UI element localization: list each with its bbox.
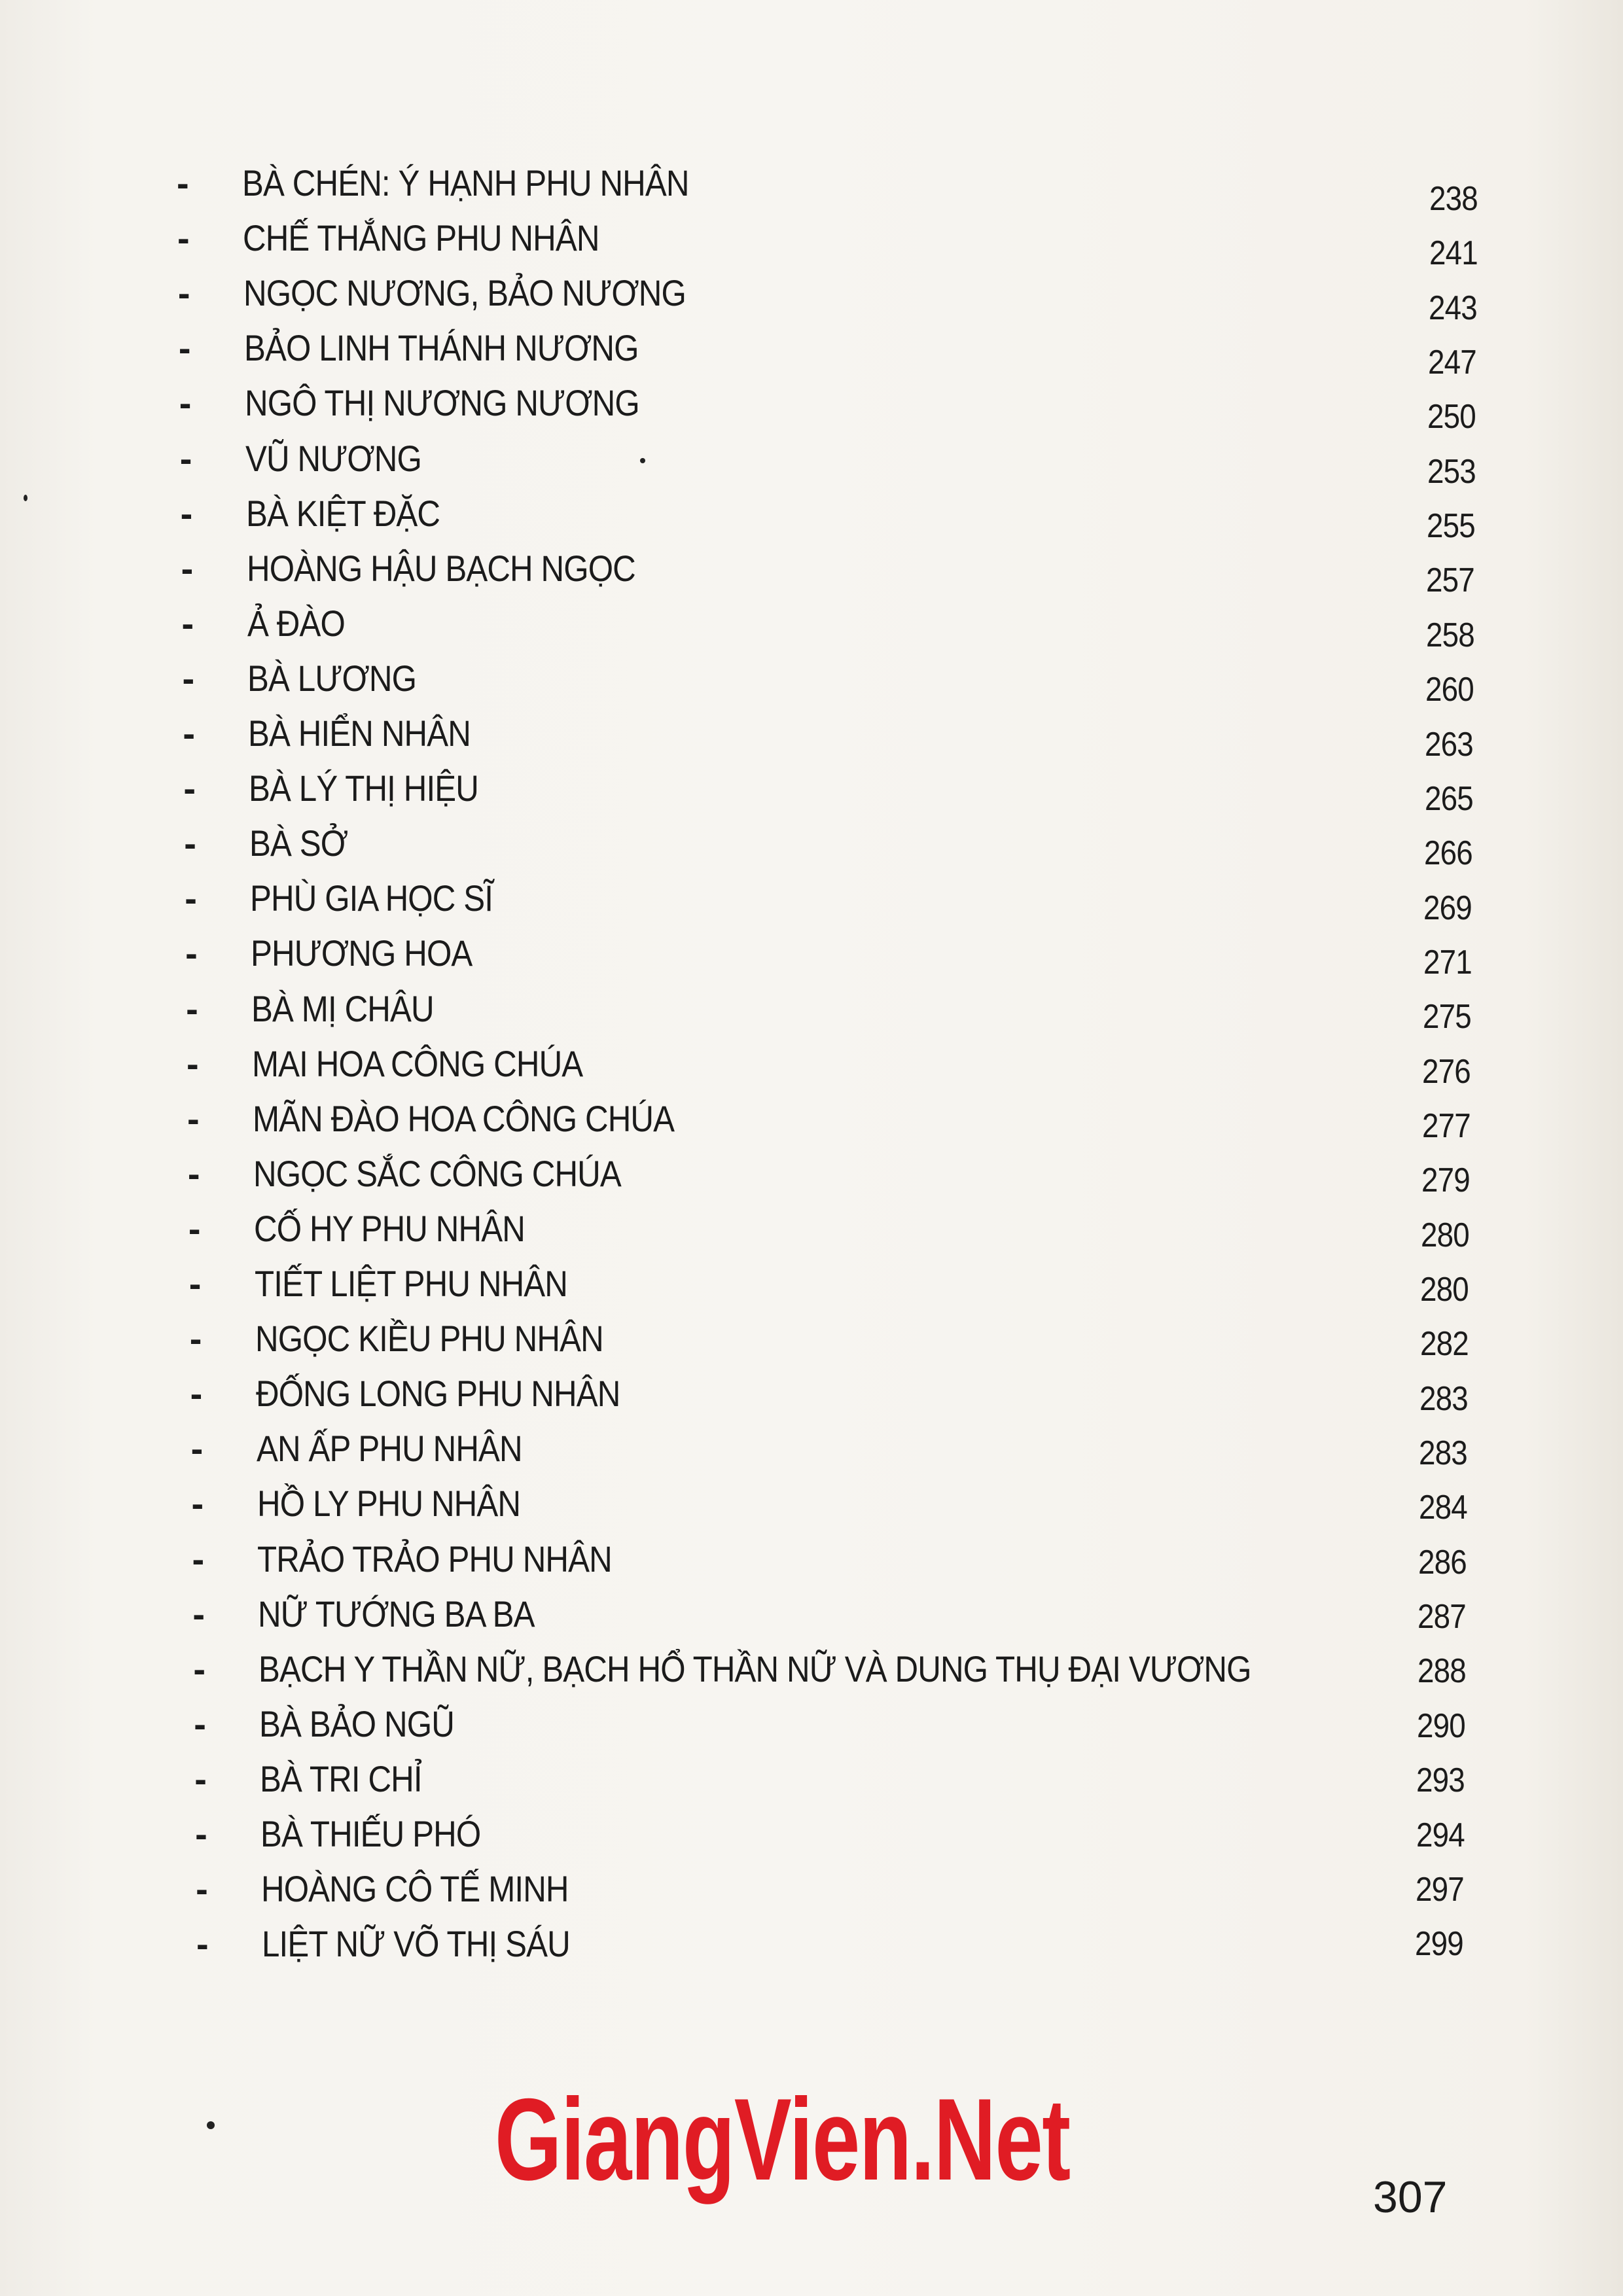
toc-bullet-dash: - <box>192 1538 205 1580</box>
scan-speck <box>207 2121 215 2129</box>
toc-entry-page: 299 <box>1415 1925 1463 1964</box>
toc-entry-page: 275 <box>1422 998 1471 1036</box>
toc-entry-page: 250 <box>1427 398 1476 436</box>
toc-entry <box>179 433 1554 491</box>
toc-bullet-dash: - <box>194 1757 207 1799</box>
toc-bullet-dash: - <box>190 1428 204 1470</box>
toc-entry-page: 263 <box>1425 725 1474 764</box>
toc-entry-title: HOÀNG HẬU BẠCH NGỌC <box>246 547 635 589</box>
toc-entry <box>177 157 1551 218</box>
toc-entry <box>194 1698 1568 1750</box>
toc-entry-page: 286 <box>1418 1543 1467 1581</box>
toc-entry-page: 288 <box>1417 1652 1466 1691</box>
toc-entry-title: AN ẤP PHU NHÂN <box>256 1428 522 1470</box>
toc-bullet-dash: - <box>181 547 194 589</box>
scan-speck <box>640 458 645 463</box>
toc-bullet-dash: - <box>196 1923 209 1965</box>
toc-entry-title: PHÙ GIA HỌC SĨ <box>250 877 493 919</box>
toc-entry-page: 280 <box>1420 1271 1469 1309</box>
toc-entry <box>194 1753 1569 1805</box>
toc-entry-title: Ả ĐÀO <box>247 602 345 644</box>
toc-bullet-dash: - <box>196 1868 208 1910</box>
toc-entry-page: 293 <box>1416 1761 1465 1800</box>
toc-entry-title: BÀ LƯƠNG <box>247 657 417 699</box>
scan-speck <box>24 495 27 501</box>
toc-entry-page: 241 <box>1429 234 1478 273</box>
toc-entry-page: 253 <box>1427 452 1476 491</box>
toc-entry <box>196 1863 1570 1915</box>
toc-entry-page: 283 <box>1419 1379 1468 1418</box>
toc-bullet-dash: - <box>177 162 189 203</box>
toc-bullet-dash: - <box>189 1318 202 1360</box>
toc-entry-page: 282 <box>1419 1325 1469 1364</box>
toc-entry-title: PHƯƠNG HOA <box>251 932 473 974</box>
toc-entry-page: 257 <box>1426 561 1475 600</box>
toc-bullet-dash: - <box>177 217 190 259</box>
toc-bullet-dash: - <box>177 272 190 314</box>
toc-entry-page: 243 <box>1428 289 1477 327</box>
toc-entry-page: 265 <box>1424 779 1473 818</box>
toc-entry-title: NGỌC NƯƠNG, BẢO NƯƠNG <box>243 272 686 314</box>
toc-entry-title: CHẾ THẮNG PHU NHÂN <box>242 217 599 259</box>
toc-entry-page: 247 <box>1428 344 1476 382</box>
toc-entry-title: NGÔ THỊ NƯƠNG NƯƠNG <box>244 382 639 424</box>
toc-entry <box>189 1258 1563 1310</box>
toc-entry <box>183 762 1558 818</box>
toc-bullet-dash: - <box>188 1207 201 1249</box>
toc-bullet-dash: - <box>193 1648 205 1689</box>
toc-bullet-dash: - <box>187 1152 200 1194</box>
toc-entry-page: 269 <box>1423 889 1472 927</box>
toc-bullet-dash: - <box>179 382 192 424</box>
toc-entry-title: BÀ CHÉN: Ý HẠNH PHU NHÂN <box>242 162 689 203</box>
toc-entry-page: 283 <box>1419 1434 1468 1473</box>
toc-entry <box>193 1643 1567 1695</box>
toc-entry <box>192 1477 1566 1530</box>
toc-entry-page: 255 <box>1427 507 1475 546</box>
toc-entry-title: BÀ BẢO NGŨ <box>259 1703 455 1744</box>
toc-entry-page: 260 <box>1425 671 1474 709</box>
toc-entry <box>184 817 1558 873</box>
toc-entry <box>178 322 1553 382</box>
toc-bullet-dash: - <box>185 877 197 919</box>
toc-entry-title: BÀ TRI CHỈ <box>260 1757 422 1799</box>
toc-entry <box>179 377 1554 436</box>
toc-entry-page: 280 <box>1421 1216 1469 1254</box>
toc-entry-page: 297 <box>1415 1870 1464 1909</box>
toc-entry-title: VŨ NƯƠNG <box>245 437 421 479</box>
toc-entry-title: HOÀNG CÔ TẾ MINH <box>261 1868 569 1910</box>
toc-entry <box>183 707 1557 764</box>
toc-bullet-dash: - <box>195 1813 207 1854</box>
toc-entry-title: BÀ MỊ CHÂU <box>251 987 434 1029</box>
toc-bullet-dash: - <box>182 657 195 699</box>
toc-entry <box>187 1038 1561 1090</box>
toc-entry-page: 271 <box>1423 943 1472 981</box>
toc-entry-page: 258 <box>1425 616 1474 654</box>
toc-entry <box>188 1148 1562 1200</box>
watermark-logo: GiangVien.Net <box>495 2074 1070 2204</box>
toc-entry <box>185 872 1559 925</box>
toc-entry <box>177 212 1552 273</box>
toc-entry-title: TIẾT LIỆT PHU NHÂN <box>254 1263 567 1304</box>
toc-entry-title: NGỌC KIỀU PHU NHÂN <box>255 1318 603 1360</box>
toc-entry <box>177 267 1552 327</box>
toc-entry-title: BÀ LÝ THỊ HIỆU <box>249 768 479 809</box>
toc-entry-page: 290 <box>1417 1706 1465 1745</box>
toc-entry-title: BẠCH Y THẦN NỮ, BẠCH HỔ THẦN NỮ VÀ DUNG THỤ ĐẠI VƯƠNG <box>259 1648 1251 1689</box>
toc-entry-title: LIỆT NỮ VÕ THỊ SÁU <box>262 1923 570 1965</box>
toc-entry-title: NGỌC SẮC CÔNG CHÚA <box>253 1152 621 1194</box>
toc-entry-title: MAI HOA CÔNG CHÚA <box>252 1042 583 1084</box>
toc-bullet-dash: - <box>184 822 196 864</box>
toc-entry <box>195 1808 1569 1860</box>
toc-entry <box>186 983 1560 1035</box>
toc-bullet-dash: - <box>183 768 196 809</box>
page-number: 307 <box>1373 2172 1448 2222</box>
toc-entry <box>192 1588 1567 1640</box>
toc-entry <box>191 1422 1565 1475</box>
toc-bullet-dash: - <box>188 1263 202 1304</box>
toc-entry-title: CỐ HY PHU NHÂN <box>253 1207 525 1249</box>
toc-entry <box>188 1203 1563 1255</box>
toc-entry-page: 284 <box>1418 1489 1467 1527</box>
toc-entry-title: BÀ HIỂN NHÂN <box>248 713 471 754</box>
toc-entry-title: HỒ LY PHU NHÂN <box>257 1483 520 1525</box>
toc-entry-page: 276 <box>1422 1052 1471 1091</box>
toc-bullet-dash: - <box>187 1042 199 1084</box>
toc-entry-title: NỮ TƯỚNG BA BA <box>258 1593 535 1634</box>
toc-bullet-dash: - <box>181 602 194 644</box>
toc-bullet-dash: - <box>180 492 193 534</box>
toc-entry <box>185 927 1560 980</box>
toc-entry <box>187 1093 1561 1145</box>
toc-entry-title: BÀ THIẾU PHÓ <box>260 1813 481 1854</box>
toc-entry-title: TRẢO TRẢO PHU NHÂN <box>257 1538 613 1580</box>
toc-entry-page: 287 <box>1418 1598 1467 1636</box>
toc-entry <box>180 487 1555 546</box>
toc-entry-page: 266 <box>1424 834 1472 873</box>
toc-entry-page: 279 <box>1421 1161 1470 1200</box>
toc-entry-page: 294 <box>1416 1816 1465 1854</box>
toc-entry-title: BẢO LINH THÁNH NƯƠNG <box>243 327 639 369</box>
toc-entry <box>192 1533 1566 1585</box>
toc-bullet-dash: - <box>187 1097 200 1139</box>
toc-bullet-dash: - <box>185 932 198 974</box>
toc-entry <box>190 1368 1565 1420</box>
toc-bullet-dash: - <box>178 327 191 369</box>
toc-entry-page: 277 <box>1421 1106 1471 1145</box>
toc-entry-title: BÀ KIỆT ĐẶC <box>245 492 440 534</box>
toc-bullet-dash: - <box>192 1593 205 1634</box>
toc-bullet-dash: - <box>191 1483 204 1525</box>
toc-bullet-dash: - <box>183 713 196 754</box>
toc-entry-page: 238 <box>1429 180 1478 218</box>
toc-bullet-dash: - <box>190 1373 203 1415</box>
toc-entry <box>182 652 1556 709</box>
toc-entry <box>181 542 1556 600</box>
toc-bullet-dash: - <box>194 1703 206 1744</box>
toc-entry-title: MÃN ĐÀO HOA CÔNG CHÚA <box>252 1097 675 1139</box>
toc-entry <box>181 597 1556 654</box>
toc-entry <box>196 1918 1571 1970</box>
toc-entry-title: BÀ SỞ <box>249 822 348 864</box>
toc-bullet-dash: - <box>179 437 192 479</box>
toc-entry <box>190 1313 1564 1365</box>
toc-bullet-dash: - <box>186 987 198 1029</box>
toc-entry-title: ĐỐNG LONG PHU NHÂN <box>255 1373 620 1415</box>
